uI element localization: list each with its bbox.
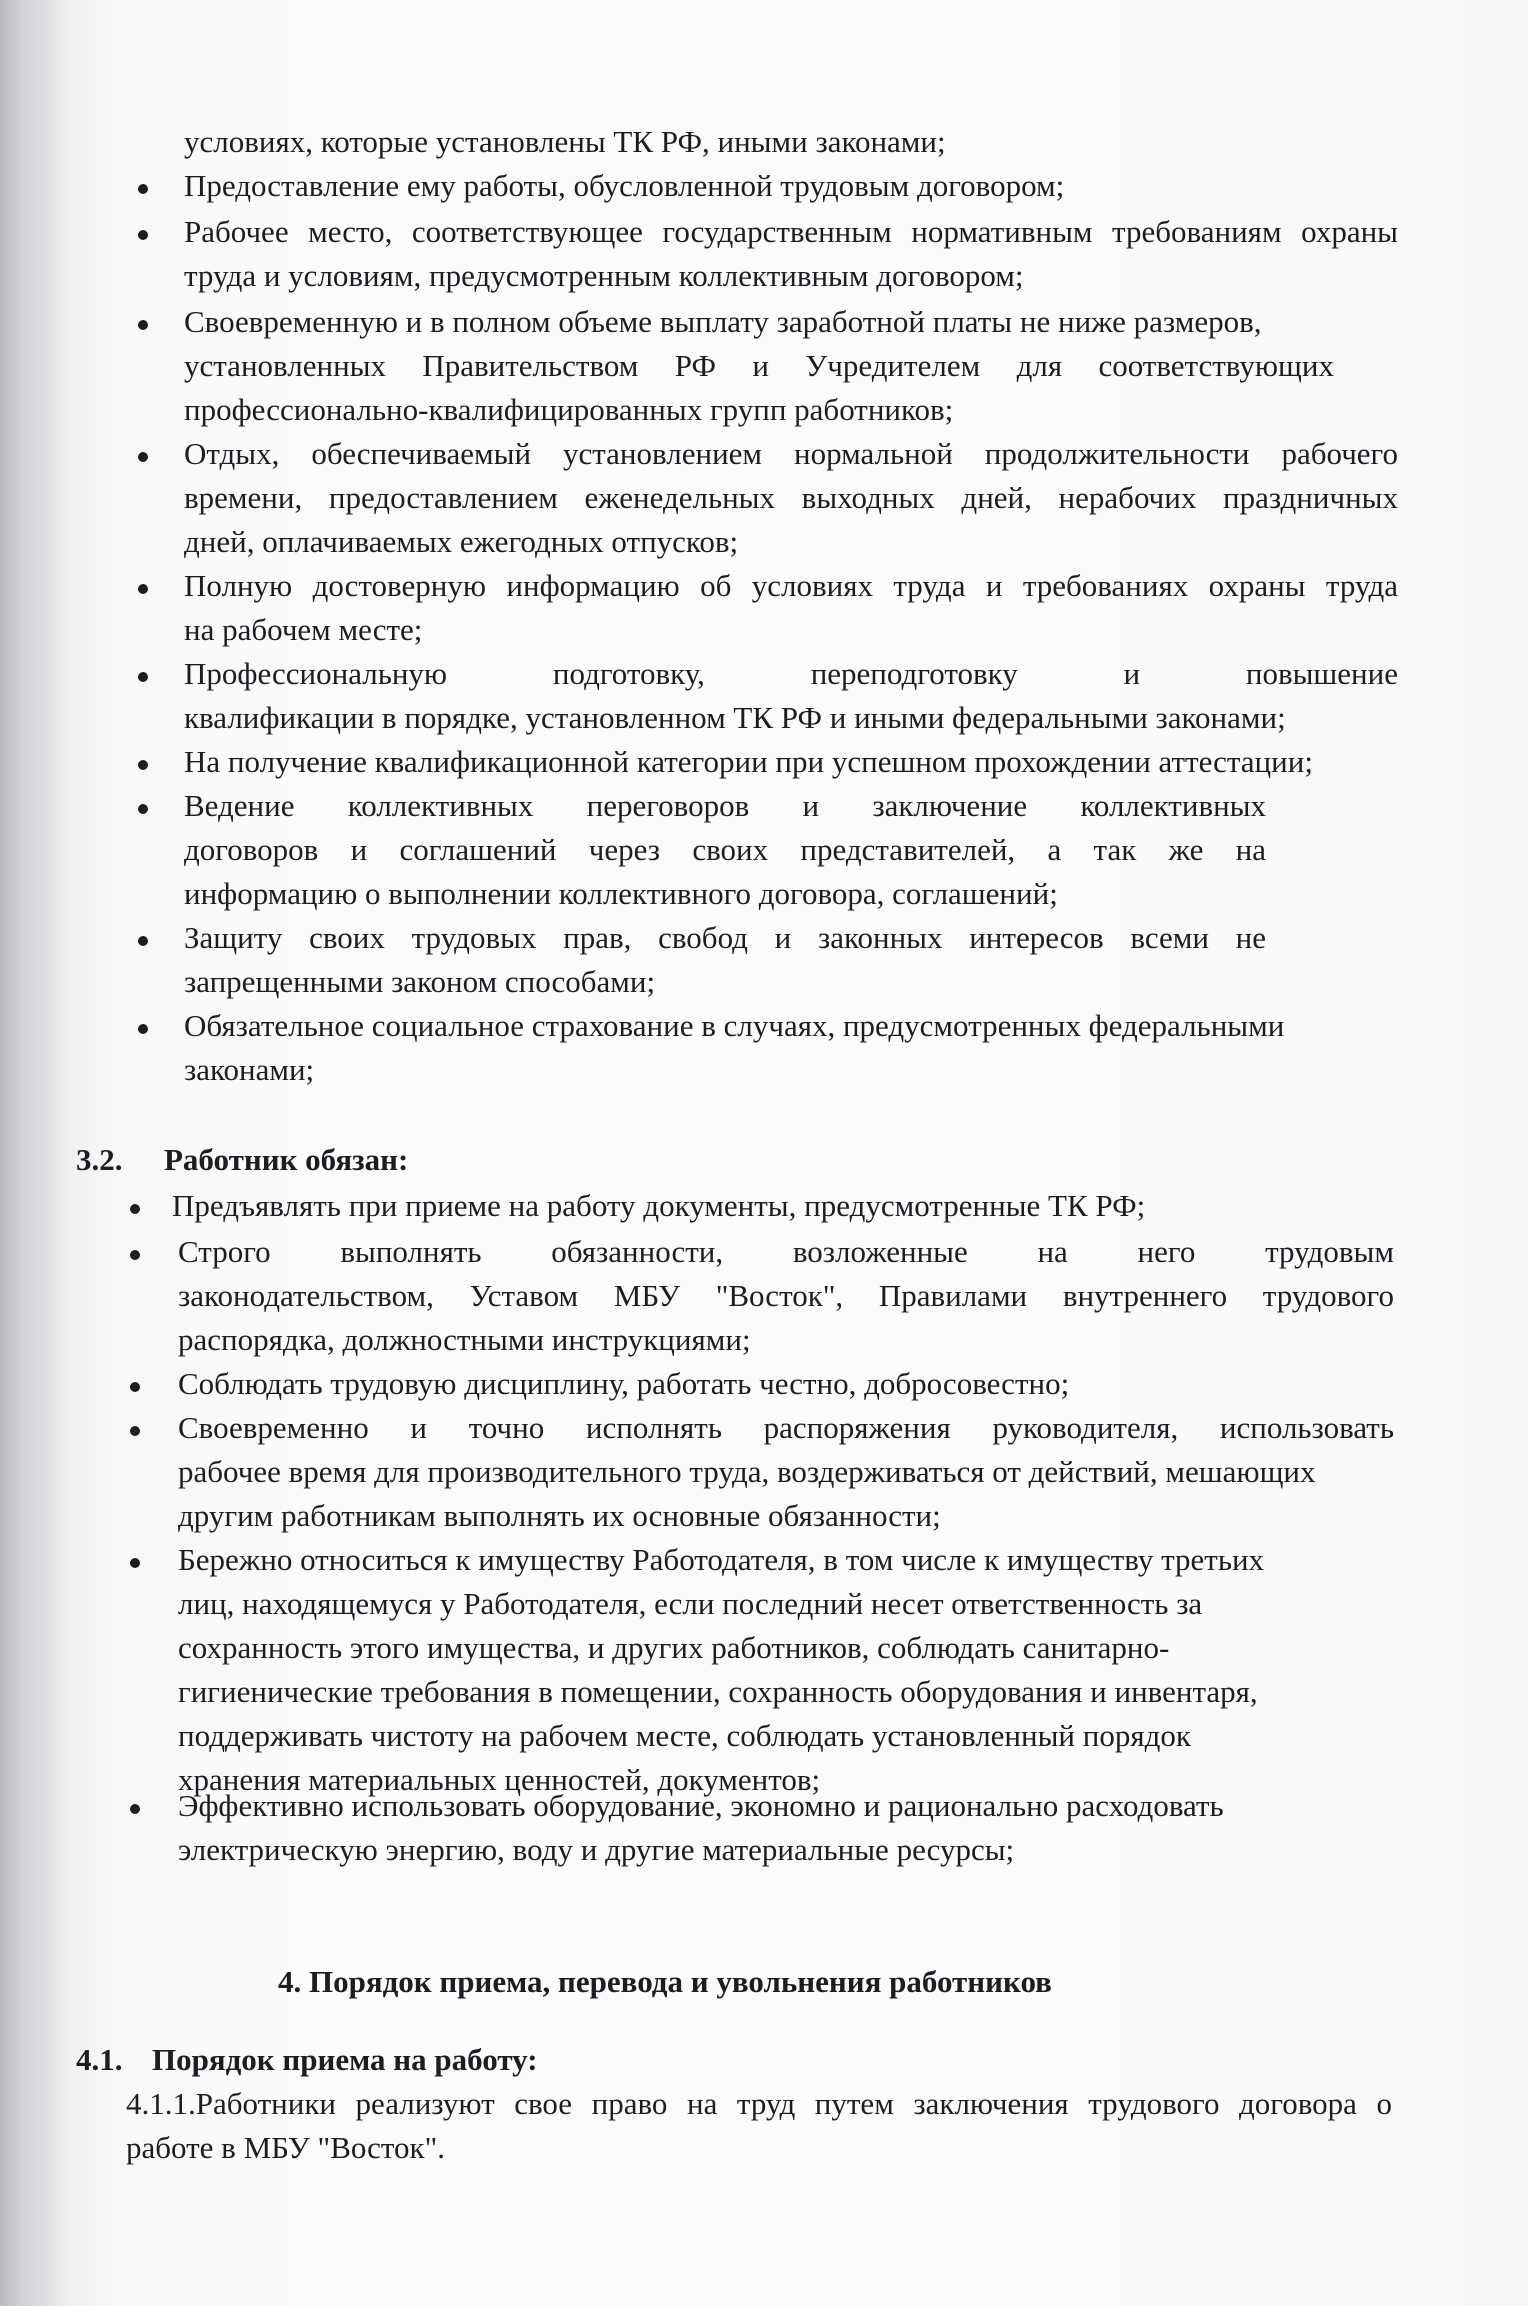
list1-item10-line1: Обязательное социальное страхование в случаях, предусмотренных федеральными (184, 1008, 1285, 1043)
list2-item2-line1: Строго выполнять обязанности, возложенные на него трудовым (178, 1234, 1394, 1269)
bullet-icon (138, 1024, 148, 1034)
list2-item2-line2: законодательством, Уставом МБУ "Восток", Правилами внутреннего трудового (178, 1278, 1394, 1313)
section-heading: 4. Порядок приема, перевода и увольнения работников (278, 1964, 1052, 1999)
list2-item6-line2: электрическую энергию, воду и другие материальные ресурсы; (178, 1832, 1015, 1867)
list1-item6-line2: квалификации в порядке, установленном ТК РФ и иными федеральными законами; (184, 700, 1286, 735)
lead-line: условиях, которые установлены ТК РФ, иными законами; (184, 124, 946, 159)
bullet-icon (138, 760, 148, 770)
list1-item4-line2: времени, предоставлением еженедельных выходных дней, нерабочих праздничных (184, 480, 1398, 515)
bullet-icon (130, 1250, 140, 1260)
list1-item4-line3: дней, оплачиваемых ежегодных отпусков; (184, 524, 739, 559)
list1-item3-line2: установленных Правительством РФ и Учредителем для соответствующих (184, 348, 1334, 383)
bullet-icon (138, 936, 148, 946)
list1-item9-line1: Защиту своих трудовых прав, свобод и законных интересов всеми не (184, 920, 1266, 955)
list2-item4-line2: рабочее время для производительного труда, воздерживаться от действий, мешающих (178, 1454, 1316, 1489)
bullet-icon (138, 230, 148, 240)
list1-item2-line2: труда и условиям, предусмотренным коллективным договором; (184, 258, 1024, 293)
list1-item8-line1: Ведение коллективных переговоров и заключение коллективных (184, 788, 1266, 823)
list1-item7-line1: На получение квалификационной категории при успешном прохождении аттестации; (184, 744, 1313, 779)
list2-item5-line4: гигиенические требования в помещении, сохранность оборудования и инвентаря, (178, 1674, 1258, 1709)
bullet-icon (130, 1558, 140, 1568)
section-title: Работник обязан: (164, 1142, 409, 1177)
bullet-icon (130, 1426, 140, 1436)
bullet-icon (138, 804, 148, 814)
list2-item5-line3: сохранность этого имущества, и других работников, соблюдать санитарно- (178, 1630, 1170, 1665)
list2-item2-line3: распорядка, должностными инструкциями; (178, 1322, 751, 1357)
bullet-icon (138, 320, 148, 330)
list2-item4-line3: другим работникам выполнять их основные обязанности; (178, 1498, 941, 1533)
bullet-icon (130, 1804, 140, 1814)
list1-item5-line2: на рабочем месте; (184, 612, 423, 647)
bullet-icon (138, 452, 148, 462)
list2-item4-line1: Своевременно и точно исполнять распоряжения руководителя, использовать (178, 1410, 1394, 1445)
list1-item4-line1: Отдых, обеспечиваемый установлением нормальной продолжительности рабочего (184, 436, 1398, 471)
list1-item5-line1: Полную достоверную информацию об условиях труда и требованиях охраны труда (184, 568, 1398, 603)
list2-item5-line6: хранения материальных ценностей, документов; (178, 1762, 821, 1797)
bullet-icon (130, 1382, 140, 1392)
subsection-number: 4.1. (76, 2042, 123, 2077)
list1-item8-line2: договоров и соглашений через своих представителей, а так же на (184, 832, 1266, 867)
paragraph-line2: работе в МБУ "Восток". (126, 2130, 446, 2165)
bullet-icon (130, 1204, 140, 1214)
list1-item1-line1: Предоставление ему работы, обусловленной трудовым договором; (184, 168, 1065, 203)
list1-item2-line1: Рабочее место, соответствующее государственным нормативным требованиям охраны (184, 214, 1398, 249)
paragraph-line1: 4.1.1.Работники реализуют свое право на труд путем заключения трудового договора о (126, 2086, 1392, 2121)
bullet-icon (138, 672, 148, 682)
list2-item3-line1: Соблюдать трудовую дисциплину, работать честно, добросовестно; (178, 1366, 1070, 1401)
list1-item6-line1: Профессиональную подготовку, переподготовку и повышение (184, 656, 1398, 691)
list1-item8-line3: информацию о выполнении коллективного договора, соглашений; (184, 876, 1058, 911)
list1-item3-line1: Своевременную и в полном объеме выплату заработной платы не ниже размеров, (184, 304, 1262, 339)
list1-item3-line3: профессионально-квалифицированных групп работников; (184, 392, 954, 427)
list1-item9-line2: запрещенными законом способами; (184, 964, 656, 999)
list2-item6-line1: Эффективно использовать оборудование, экономно и рационально расходовать (178, 1788, 1224, 1823)
list2-item5-line5: поддерживать чистоту на рабочем месте, соблюдать установленный порядок (178, 1718, 1191, 1753)
list2-item1-line1: Предъявлять при приеме на работу документы, предусмотренные ТК РФ; (172, 1188, 1146, 1223)
list2-item5-line1: Бережно относиться к имуществу Работодателя, в том числе к имуществу третьих (178, 1542, 1265, 1577)
section-number: 3.2. (76, 1142, 123, 1177)
list1-item10-line2: законами; (184, 1052, 315, 1087)
bullet-icon (138, 584, 148, 594)
bullet-icon (138, 184, 148, 194)
list2-item5-line2: лиц, находящемуся у Работодателя, если последний несет ответственность за (178, 1586, 1203, 1621)
subsection-title: Порядок приема на работу: (152, 2042, 538, 2077)
scan-edge-shadow (0, 0, 70, 2306)
